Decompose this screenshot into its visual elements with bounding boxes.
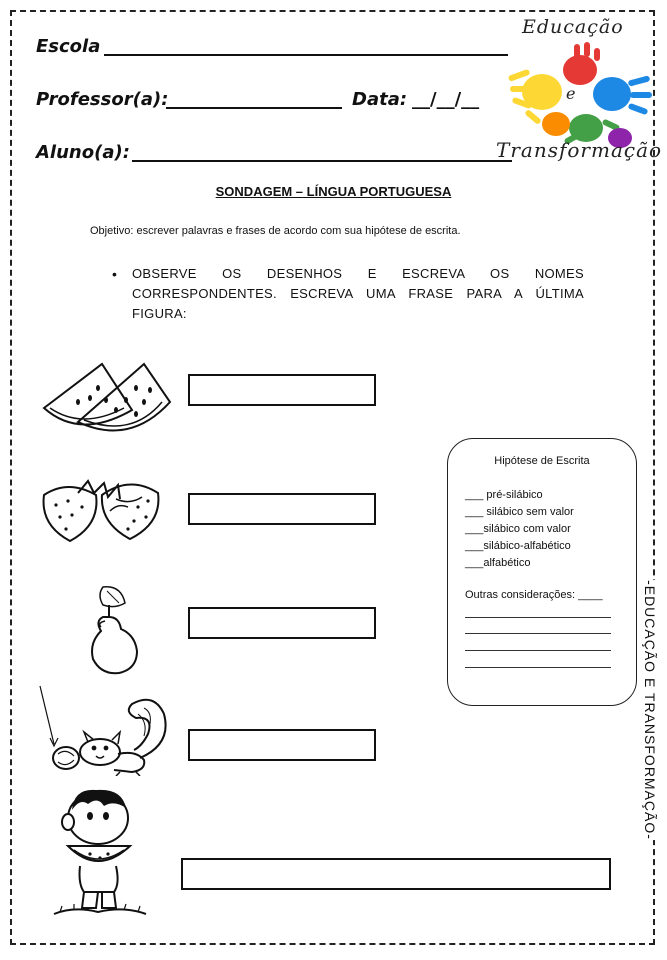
- student-label: Aluno(a):: [36, 142, 130, 163]
- boy-eating-watermelon-icon: [44, 780, 154, 920]
- watermelon-slices-icon: [40, 350, 175, 440]
- student-field[interactable]: [132, 160, 512, 162]
- hypothesis-option-silabico-sem-valor[interactable]: ___ silábico sem valor: [465, 506, 574, 518]
- objective-text: Objetivo: escrever palavras e frases de acordo com sua hipótese de escrita.: [90, 225, 461, 237]
- bullet-icon: •: [112, 266, 117, 282]
- hypothesis-title: Hipótese de Escrita: [494, 455, 590, 467]
- strawberries-icon: [38, 475, 163, 545]
- school-field[interactable]: [104, 54, 508, 56]
- logo-middle-text: e: [566, 84, 577, 103]
- side-watermark-text: [640, 560, 660, 860]
- side-text: -EDUCAÇÃO E TRANSFORMAÇÃO-: [642, 580, 658, 840]
- hypothesis-option-alfabetico[interactable]: ___alfabético: [465, 557, 531, 569]
- considerations-line-4[interactable]: [465, 667, 611, 668]
- date-label: Data:: [352, 89, 408, 110]
- page-title: SONDAGEM – LÍNGUA PORTUGUESA: [215, 184, 452, 199]
- sentence-answer-box[interactable]: [181, 858, 611, 890]
- answer-box-3[interactable]: [188, 607, 376, 639]
- red-hand-icon: [563, 42, 600, 85]
- blue-hand-icon: [593, 75, 652, 115]
- hypothesis-option-pre-silabico[interactable]: ___ pré-silábico: [465, 489, 543, 501]
- squirrel-with-nut-icon: [36, 684, 178, 776]
- painted-hands-icon: [500, 42, 660, 152]
- teacher-label: Professor(a):: [36, 89, 169, 110]
- teacher-field[interactable]: [166, 107, 342, 109]
- logo-educacao-transformacao: [496, 12, 663, 162]
- considerations-line-1[interactable]: [465, 617, 611, 618]
- logo-top-text: Educação: [522, 16, 624, 38]
- considerations-line-2[interactable]: [465, 633, 611, 634]
- considerations-line-3[interactable]: [465, 650, 611, 651]
- answer-box-1[interactable]: [188, 374, 376, 406]
- school-label: Escola: [36, 36, 101, 57]
- hypothesis-option-silabico-alfabetico[interactable]: ___silábico-alfabético: [465, 540, 571, 552]
- date-field[interactable]: __/__/__: [412, 89, 480, 110]
- answer-box-2[interactable]: [188, 493, 376, 525]
- orange-hand-icon: [542, 112, 570, 136]
- other-considerations-label: Outras considerações: ____: [465, 589, 603, 601]
- instruction-text: OBSERVE OS DESENHOS E ESCREVA OS NOMES CORRESPONDENTES. ESCREVA UMA FRASE PARA A ÚLTIMA FIGURA:: [132, 266, 584, 321]
- logo-bottom-text: Transformação: [496, 138, 663, 162]
- answer-box-4[interactable]: [188, 729, 376, 761]
- hypothesis-box: [447, 438, 637, 706]
- hypothesis-option-silabico-com-valor[interactable]: ___silábico com valor: [465, 523, 571, 535]
- pear-icon: [85, 583, 145, 678]
